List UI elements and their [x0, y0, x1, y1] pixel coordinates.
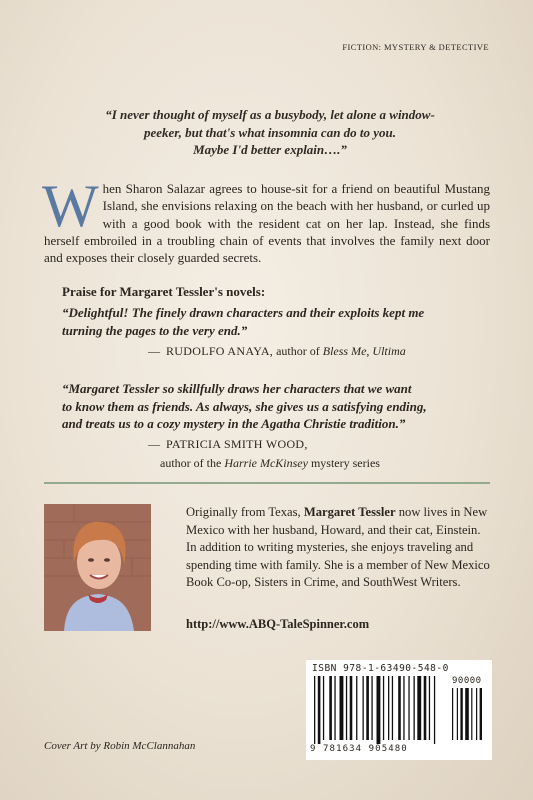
- genre-label: FICTION: MYSTERY & DETECTIVE: [342, 42, 489, 52]
- barcode-bar: [429, 676, 430, 740]
- epigraph-line: “I never thought of myself as a busybody, let alone a window-: [105, 107, 435, 122]
- reviewer-role: author of: [276, 344, 320, 358]
- barcode-addon-bar: [471, 688, 472, 740]
- barcode-bar: [388, 676, 389, 740]
- reviewer-name: PATRICIA SMITH WOOD,: [166, 437, 308, 451]
- barcode-bar: [329, 676, 332, 740]
- cover-art-credit: Cover Art by Robin McClannahan: [44, 740, 196, 752]
- author-portrait-illustration: [44, 504, 151, 631]
- quote-line: to know them as friends. As always, she gives us a satisfying ending,: [62, 398, 427, 414]
- author-bio: [186, 504, 490, 592]
- barcode-addon-bar: [480, 688, 482, 740]
- barcode-bar: [314, 676, 315, 744]
- barcode-bar: [414, 676, 415, 740]
- isbn-number: ISBN 978-1-63490-548-0: [312, 663, 449, 674]
- barcode-bar: [434, 676, 435, 744]
- reviewer-role: author of the: [160, 456, 222, 470]
- barcode-bar: [346, 676, 347, 740]
- ean-digits: 9 781634 905480: [310, 744, 408, 754]
- price-code: 90000: [452, 676, 482, 686]
- reviewer-credit-wood: [160, 455, 380, 471]
- review-quote-wood: [62, 380, 482, 433]
- barcode-bar: [392, 676, 393, 740]
- praise-heading: Praise for Margaret Tessler's novels:: [62, 284, 266, 299]
- barcode-bar: [323, 676, 324, 740]
- review-attribution-anaya: [148, 343, 406, 359]
- barcode-addon-bar: [476, 688, 477, 740]
- reviewer-series: Harrie McKinsey: [224, 456, 308, 470]
- barcode-bar: [318, 676, 321, 744]
- quote-line: “Delightful! The finely drawn characters and their exploits kept me: [62, 305, 425, 320]
- drop-cap: W: [42, 173, 99, 239]
- author-website-link[interactable]: http://www.ABQ-TaleSpinner.com: [186, 617, 370, 631]
- barcode-bar: [424, 676, 427, 740]
- barcode-bar: [383, 676, 384, 740]
- attribution-dash: —: [148, 437, 160, 451]
- reviewer-name: RUDOLFO ANAYA,: [166, 344, 274, 358]
- barcode-bar: [377, 676, 381, 744]
- barcode-bar: [417, 676, 421, 740]
- quote-line: turning the pages to the very end.”: [62, 322, 248, 338]
- book-description: [42, 173, 490, 266]
- isbn-barcode: [306, 660, 492, 760]
- epigraph-quote: [80, 106, 460, 159]
- barcode-bar: [403, 676, 404, 740]
- bio-text: now lives in New Mexico with her husband, Howard, and their cat, Einstein. In addition to writing mysteries, she enjoys traveling and spending time with family. She is a member of New Mexico Book Co-op, Sisters in Crime, and SouthWest Writers.: [186, 505, 490, 590]
- attribution-dash: —: [148, 344, 160, 358]
- author-photo: [44, 504, 151, 631]
- reviewer-book: Bless Me, Ultima: [322, 344, 406, 358]
- reviewer-role-suffix: mystery series: [310, 456, 380, 470]
- section-divider: [44, 482, 490, 484]
- bio-prefix: Originally from Texas,: [186, 505, 301, 519]
- barcode-bar: [366, 676, 369, 740]
- barcode-bar: [398, 676, 401, 740]
- quote-line: “Margaret Tessler so skillfully draws her characters that we want: [62, 381, 412, 396]
- barcode-bar: [363, 676, 364, 740]
- author-name: Margaret Tessler: [303, 505, 396, 519]
- epigraph-line: peeker, but that's what insomnia can do to you.: [143, 124, 397, 140]
- barcode-addon-bar: [452, 688, 453, 740]
- barcode-bar: [350, 676, 353, 740]
- barcode-bar: [408, 676, 409, 740]
- review-attribution-wood: [148, 436, 308, 452]
- description-text: hen Sharon Salazar agrees to house-sit for a friend on beautiful Mustang Island, she envisions relaxing on the beach with her husband, or curled up with a good book with the resident cat on her lap. Instead, she finds herself embroiled in a troubling chain of events that involves the family next door and exposes their closely guarded secrets.: [44, 181, 490, 266]
- review-quote-anaya: [62, 304, 482, 339]
- barcode-bar: [371, 676, 372, 740]
- barcode-addon-bar: [460, 688, 462, 740]
- quote-line: and treats us to a cozy mystery in the Agatha Christie tradition.”: [62, 416, 406, 431]
- barcode-addon-bar: [457, 688, 458, 740]
- barcode-bar: [356, 676, 357, 740]
- barcode-bar: [334, 676, 335, 740]
- epigraph-line: Maybe I'd better explain….”: [193, 142, 347, 157]
- barcode-addon-bar: [465, 688, 469, 740]
- barcode-bar: [340, 676, 344, 740]
